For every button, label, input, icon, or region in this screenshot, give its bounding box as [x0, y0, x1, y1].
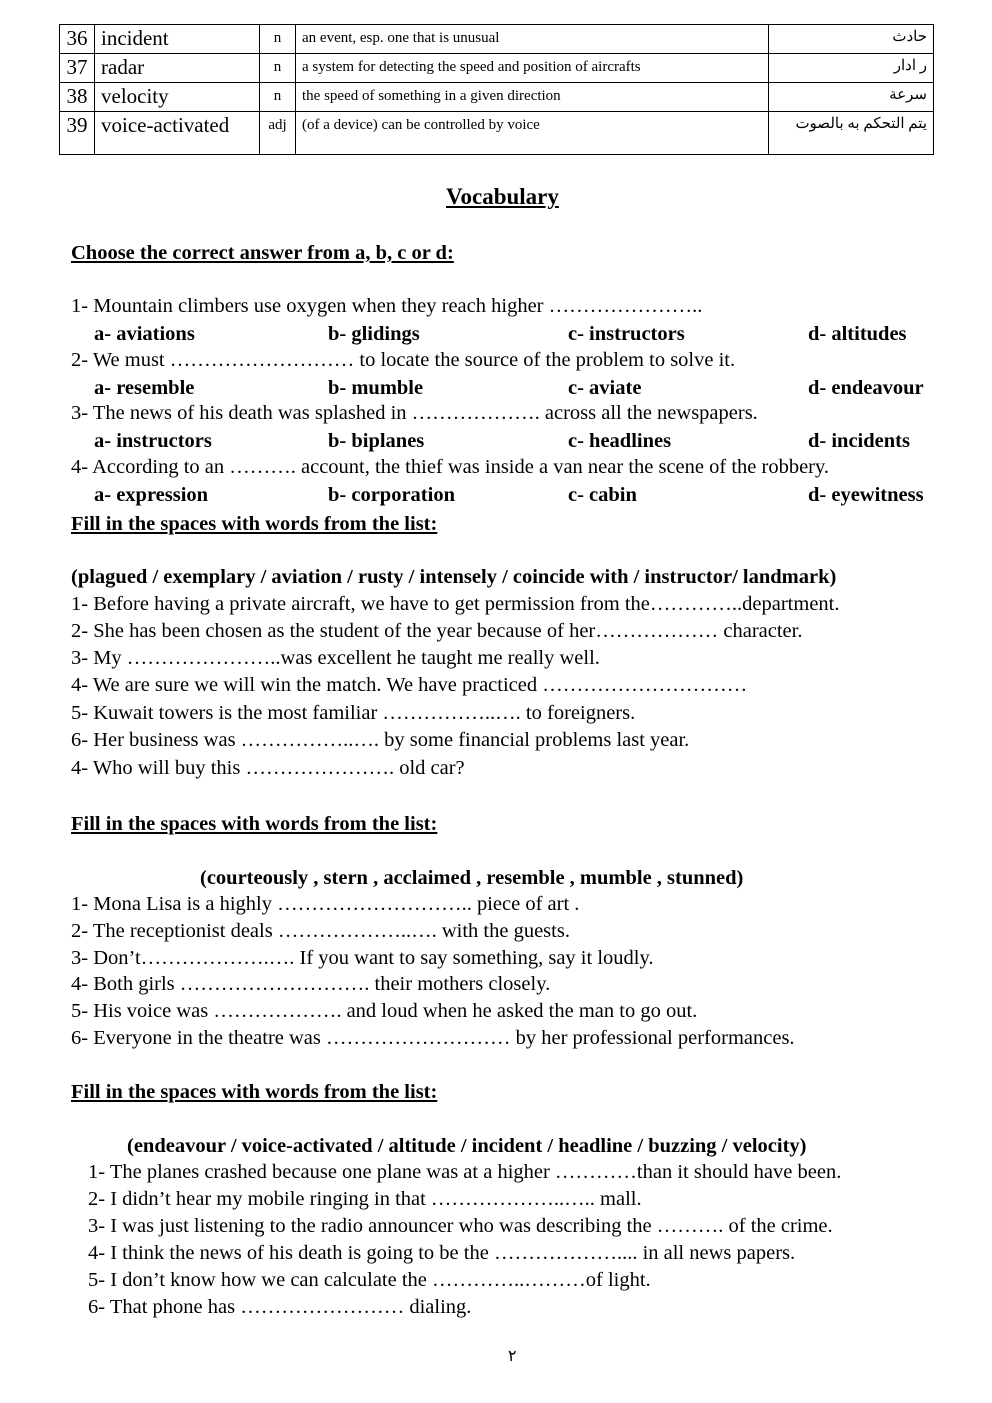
answer-option: c- instructors — [568, 323, 685, 345]
question: 1- Mountain climbers use oxygen when they reach higher ………………….. — [71, 295, 703, 317]
answer-option: c- aviate — [568, 377, 642, 399]
answer-option: d- incidents — [808, 430, 910, 452]
word-number: 37 — [60, 54, 95, 83]
answer-option: b- mumble — [328, 377, 424, 399]
word-number: 39 — [60, 112, 95, 155]
table-row — [60, 25, 934, 54]
question: 4- According to an ………. account, the thief was inside a van near the scene of the robbery. — [71, 456, 830, 478]
fill-in-item: 2- She has been chosen as the student of the year because of her……………… character. — [71, 620, 803, 642]
part-of-speech: n — [260, 83, 296, 112]
fill-in-item: 5- I don’t know how we can calculate the …………..………of light. — [88, 1269, 651, 1291]
arabic-translation: سرعة — [769, 83, 934, 112]
answer-option: a- expression — [94, 484, 209, 506]
table-row — [60, 112, 934, 155]
fill-in-item: 4- We are sure we will win the match. We have practiced ………………………… — [71, 674, 748, 696]
fill-in-item: 3- Don’t……………….…. If you want to say something, say it loudly. — [71, 947, 654, 969]
fill-in-item: 4- I think the news of his death is going to be the ……………….... in all news papers. — [88, 1242, 796, 1264]
fill-in-item: 3- My …………………..was excellent he taught me really well. — [71, 647, 600, 669]
part-of-speech: adj — [260, 112, 296, 155]
fill-in-item: 6- Everyone in the theatre was ……………………… by her professional performances. — [71, 1027, 795, 1049]
section-heading: Choose the correct answer from a, b, c or d: — [71, 242, 454, 264]
word-list: (courteously , stern , acclaimed , resemble , mumble , stunned) — [200, 867, 744, 889]
answer-option: d- eyewitness — [808, 484, 924, 506]
fill-in-item: 5- His voice was ………………. and loud when he asked the man to go out. — [71, 1000, 698, 1022]
word-number: 38 — [60, 83, 95, 112]
answer-option: c- headlines — [568, 430, 672, 452]
word-list: (plagued / exemplary / aviation / rusty / intensely / coincide with / instructor/ landmark) — [71, 566, 837, 588]
fill-in-item: 1- The planes crashed because one plane was at a higher …………than it should have been. — [88, 1161, 842, 1183]
answer-option: d- altitudes — [808, 323, 907, 345]
word-cell: voice-activated — [95, 112, 260, 155]
definition: (of a device) can be controlled by voice — [296, 112, 769, 155]
answer-option: a- resemble — [94, 377, 195, 399]
arabic-translation: ر ادار — [769, 54, 934, 83]
definition: the speed of something in a given direction — [296, 83, 769, 112]
answer-option: d- endeavour — [808, 377, 924, 399]
part-of-speech: n — [260, 54, 296, 83]
section-heading: Fill in the spaces with words from the list: — [71, 513, 438, 535]
question: 2- We must ……………………… to locate the source of the problem to solve it. — [71, 349, 736, 371]
question: 3- The news of his death was splashed in ………………. across all the newspapers. — [71, 402, 758, 424]
fill-in-item: 2- The receptionist deals ………………..…. with the guests. — [71, 920, 570, 942]
word-cell: velocity — [95, 83, 260, 112]
word-cell: radar — [95, 54, 260, 83]
answer-option: b- biplanes — [328, 430, 425, 452]
answer-option: a- instructors — [94, 430, 212, 452]
fill-in-item: 1- Before having a private aircraft, we have to get permission from the…………..department. — [71, 593, 840, 615]
fill-in-item: 2- I didn’t hear my mobile ringing in that ………………..….. mall. — [88, 1188, 642, 1210]
fill-in-item: 6- That phone has …………………… dialing. — [88, 1296, 472, 1318]
answer-option: c- cabin — [568, 484, 637, 506]
vocabulary-table — [59, 24, 934, 155]
word-list: (endeavour / voice-activated / altitude / incident / headline / buzzing / velocity) — [127, 1135, 807, 1157]
answer-option: a- aviations — [94, 323, 195, 345]
fill-in-item: 5- Kuwait towers is the most familiar ……………..…. to foreigners. — [71, 702, 636, 724]
definition: an event, esp. one that is unusual — [296, 25, 769, 54]
fill-in-item: 3- I was just listening to the radio announcer who was describing the ………. of the crime. — [88, 1215, 833, 1237]
fill-in-item: 1- Mona Lisa is a highly ……………………….. piece of art . — [71, 893, 580, 915]
table-row — [60, 83, 934, 112]
answer-option: b- glidings — [328, 323, 420, 345]
table-row — [60, 54, 934, 83]
part-of-speech: n — [260, 25, 296, 54]
fill-in-item: 4- Who will buy this …………………. old car? — [71, 757, 465, 779]
answer-option: b- corporation — [328, 484, 455, 506]
section-heading: Fill in the spaces with words from the list: — [71, 1081, 438, 1103]
section-heading: Fill in the spaces with words from the list: — [71, 813, 438, 835]
word-number: 36 — [60, 25, 95, 54]
fill-in-item: 4- Both girls ………………………. their mothers closely. — [71, 973, 551, 995]
arabic-translation: حادث — [769, 25, 934, 54]
word-cell: incident — [95, 25, 260, 54]
section-title: Vocabulary — [446, 184, 559, 209]
arabic-translation: يتم التحكم به بالصوت — [769, 112, 934, 155]
definition: a system for detecting the speed and position of aircrafts — [296, 54, 769, 83]
fill-in-item: 6- Her business was ……………..…. by some financial problems last year. — [71, 729, 690, 751]
page-number: ٢ — [508, 1348, 517, 1365]
